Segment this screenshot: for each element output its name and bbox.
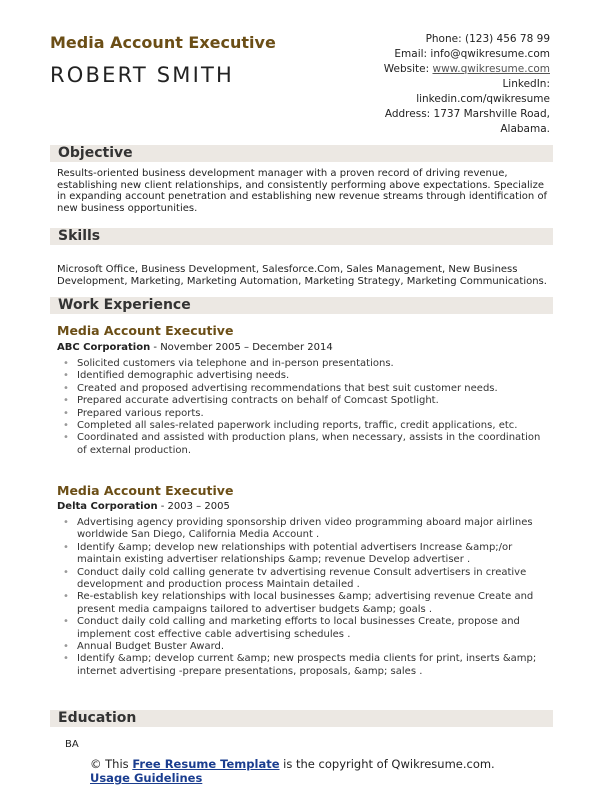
list-item: • Annual Budget Buster Award. — [62, 641, 550, 653]
list-item: • Identify &amp; develop new relationships with potential advertisers Increase &amp;/or maintain existing advertiser relationships &amp; revenue Develop advertiser . — [62, 542, 550, 567]
skills-section-header — [50, 228, 553, 245]
header-job-title: Media Account Executive — [50, 33, 276, 52]
job-1-employer — [57, 342, 333, 353]
website-link[interactable]: www.qwikresume.com — [432, 63, 550, 75]
list-item: • Coordinated and assisted with production plans, when necessary, assists in the coordination of external production. — [62, 432, 550, 457]
contact-block — [310, 32, 550, 137]
usage-guidelines-link[interactable]: Usage Guidelines — [90, 771, 203, 785]
job-2-bullets — [62, 517, 550, 678]
job-1-title: Media Account Executive — [57, 323, 234, 338]
job-2-title: Media Account Executive — [57, 483, 234, 498]
email-label: Email: — [394, 48, 428, 60]
job-1-company: ABC Corporation — [57, 342, 151, 353]
address-line1: 1737 Marshville Road, — [433, 108, 550, 120]
job-1-bullets — [62, 358, 550, 457]
experience-heading: Work Experience — [58, 297, 191, 313]
contact-linkedin-value: linkedin.com/qwikresume — [416, 93, 550, 105]
list-item: • Advertising agency providing sponsorship driven video programming aboard major airlines worldwide San Diego, California Media Account . — [62, 517, 550, 542]
list-item: • Completed all sales-related paperwork including reports, traffic, credit applications, etc. — [62, 420, 550, 432]
website-label: Website: — [383, 63, 430, 75]
contact-phone — [310, 32, 550, 47]
list-item: • Identified demographic advertising needs. — [62, 370, 550, 382]
experience-section-header — [50, 297, 553, 314]
education-heading: Education — [58, 710, 137, 726]
candidate-name: ROBERT SMITH — [50, 63, 235, 87]
contact-website — [310, 62, 550, 77]
contact-address — [310, 107, 550, 122]
education-section-header — [50, 710, 553, 727]
footer-prefix: © This — [90, 757, 133, 771]
free-resume-template-link[interactable]: Free Resume Template — [132, 757, 280, 771]
objective-text: Results-oriented business development manager with a proven record of driving revenue, establishing new client relationships, and consistently performing above expectations. Specialize in expanding account penetration and establishing new revenue streams through identification of new business opportunities. — [57, 168, 548, 214]
list-item: • Identify &amp; develop current &amp; new prospects media clients for print, inserts &amp; internet advertising -prepare presentations, proposals, &amp; sales . — [62, 653, 550, 678]
list-item: • Re-establish key relationships with local businesses &amp; advertising revenue Create and present media campaigns tailored to advertiser budgets &amp; goals . — [62, 591, 550, 616]
address-line2: Alabama. — [500, 123, 550, 135]
phone-value: (123) 456 78 99 — [464, 33, 550, 45]
phone-label: Phone: — [425, 33, 462, 45]
education-degree: BA — [65, 739, 79, 750]
objective-section-header — [50, 145, 553, 162]
contact-linkedin-label: LinkedIn: — [502, 78, 550, 90]
list-item: • Prepared accurate advertising contracts on behalf of Comcast Spotlight. — [62, 395, 550, 407]
job-2-employer — [57, 501, 230, 512]
footer-middle: is the copyright of Qwikresume.com. — [279, 757, 495, 771]
job-2-company: Delta Corporation — [57, 501, 158, 512]
email-value: info@qwikresume.com — [430, 48, 550, 60]
list-item: • Conduct daily cold calling generate tv advertising revenue Consult advertisers in creative development and production process Maintain detailed . — [62, 567, 550, 592]
job-1-dates: - November 2005 – December 2014 — [150, 342, 333, 353]
list-item: • Conduct daily cold calling and marketing efforts to local businesses Create, propose and implement cost effective cable advertising schedules . — [62, 616, 550, 641]
job-2-dates: - 2003 – 2005 — [157, 501, 230, 512]
list-item: • Solicited customers via telephone and in-person presentations. — [62, 358, 550, 370]
contact-email — [310, 47, 550, 62]
list-item: • Prepared various reports. — [62, 408, 550, 420]
list-item: • Created and proposed advertising recommendations that best suit customer needs. — [62, 383, 550, 395]
objective-heading: Objective — [58, 145, 133, 161]
address-label: Address: — [384, 108, 431, 120]
skills-heading: Skills — [58, 228, 101, 244]
skills-text: Microsoft Office, Business Development, Salesforce.Com, Sales Management, New Business Development, Marketing, Marketing Automation, Marketing Strategy, Marketing Communications. — [57, 264, 547, 287]
copyright-footer — [90, 757, 530, 785]
